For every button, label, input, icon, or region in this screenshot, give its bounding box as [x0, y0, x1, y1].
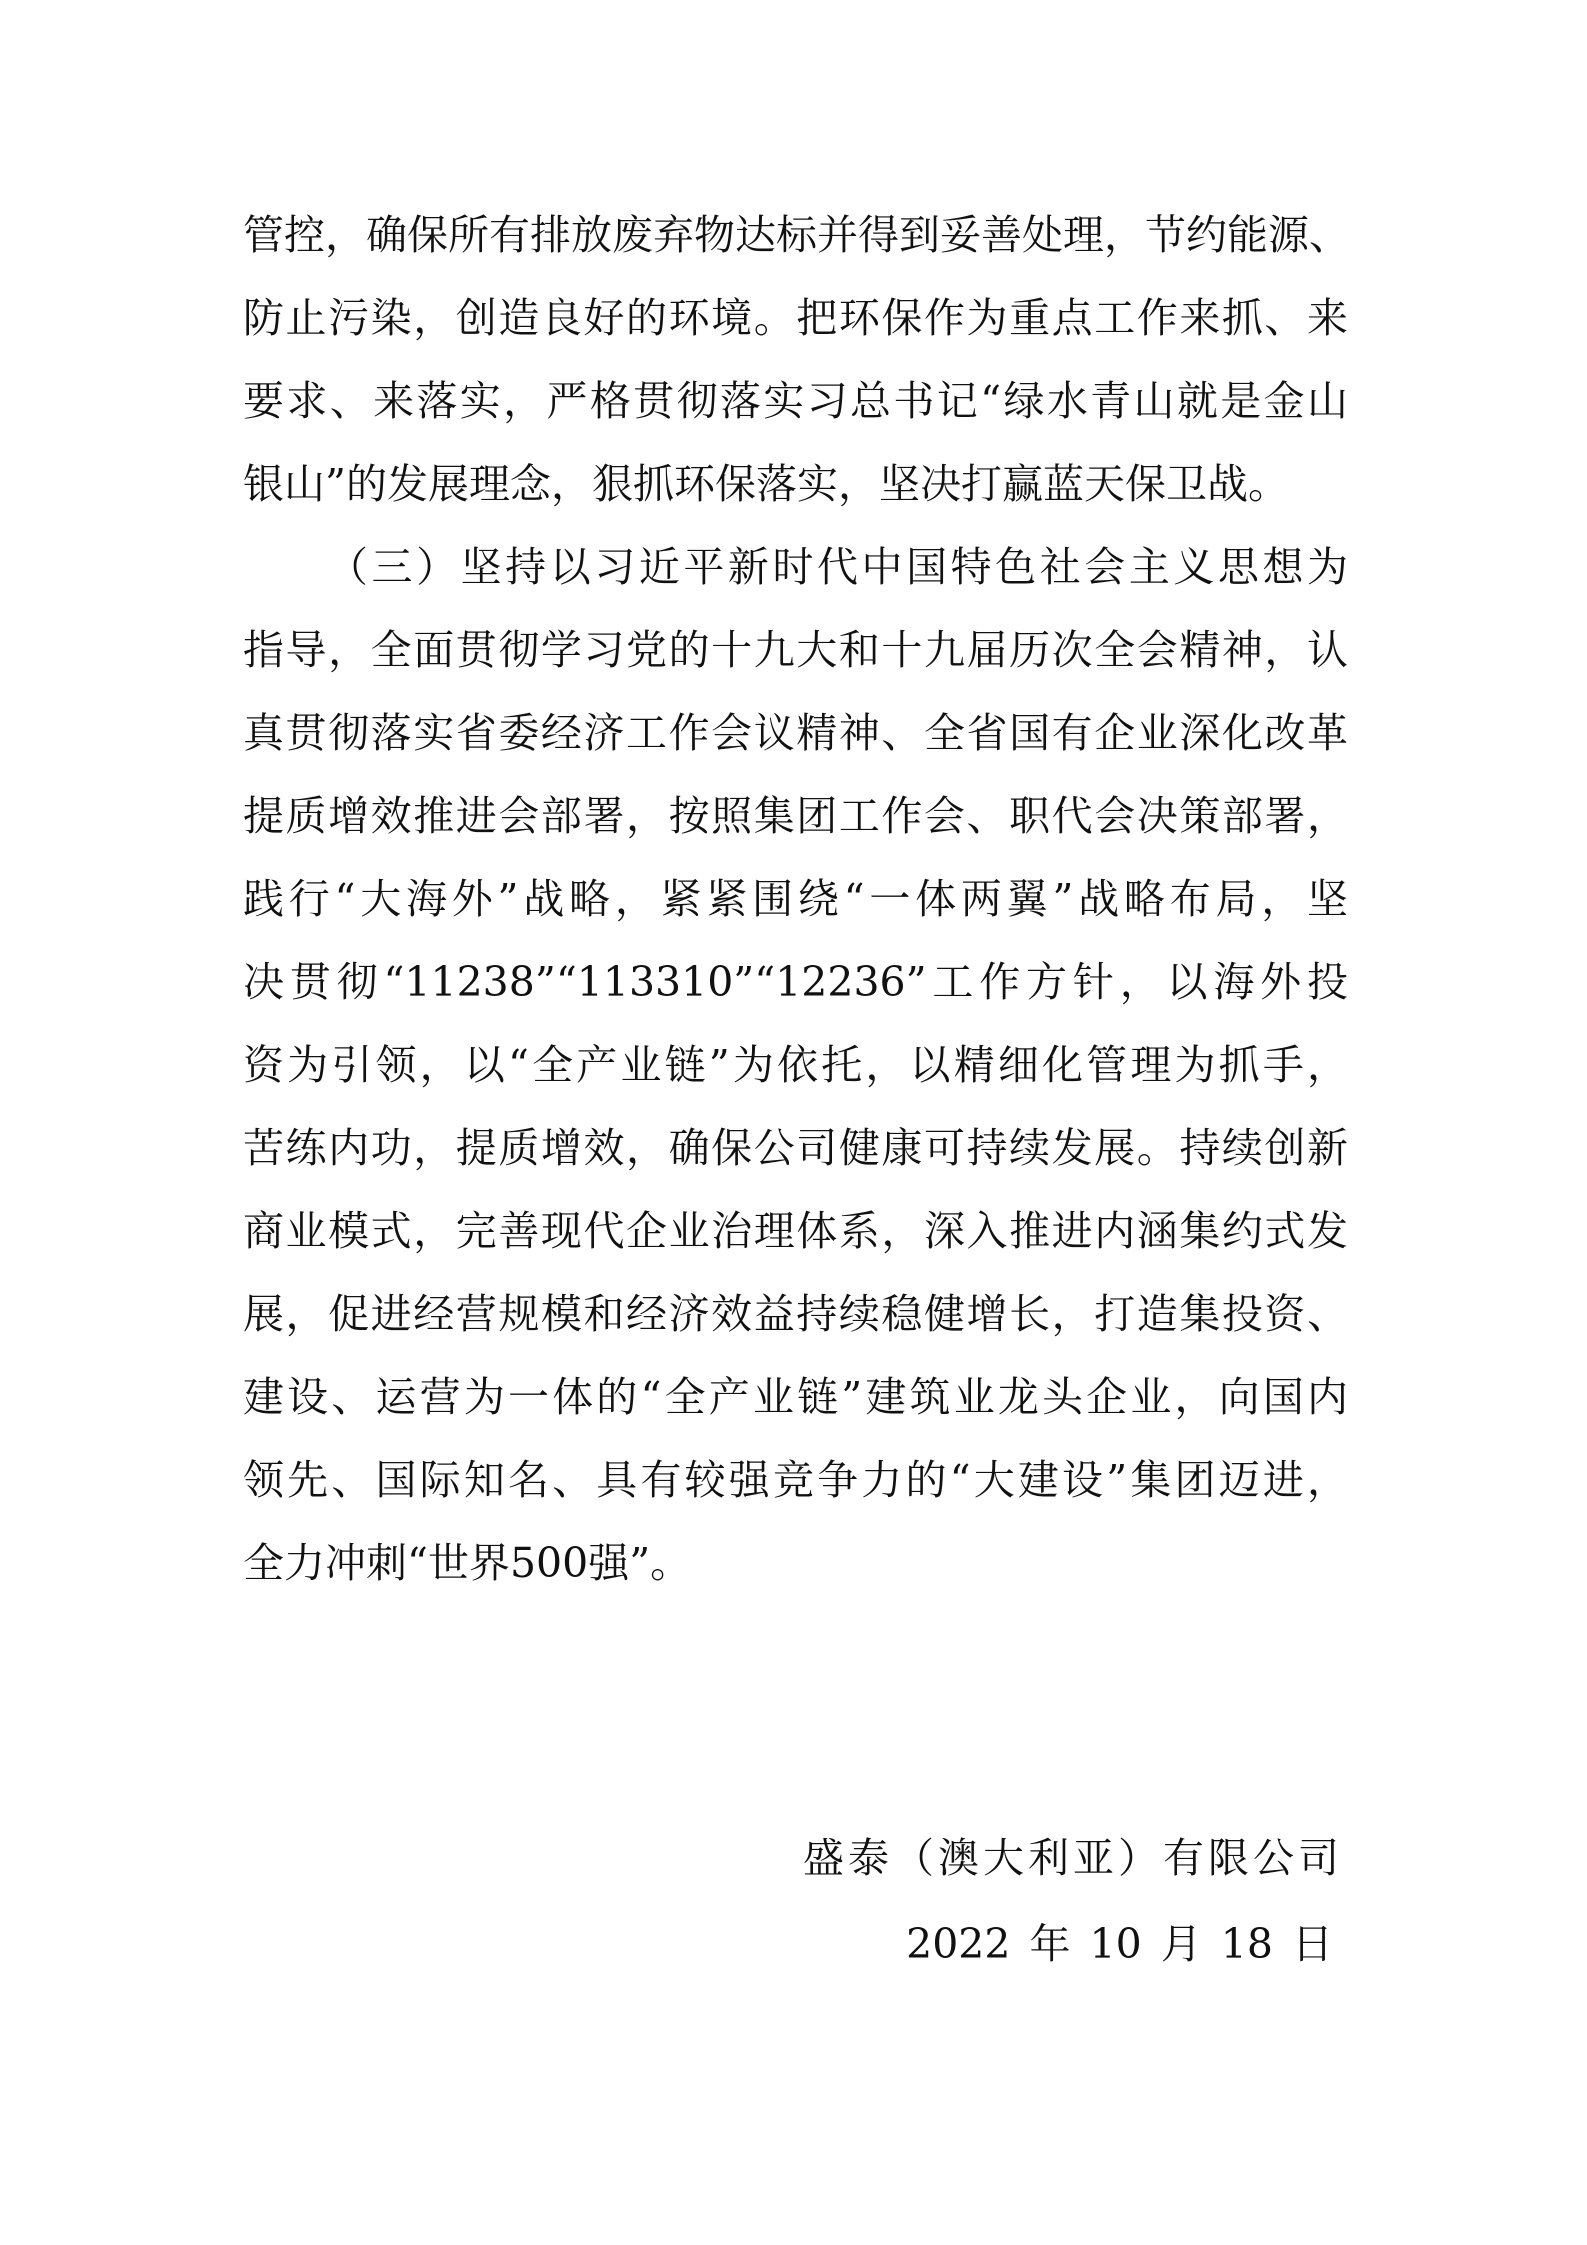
text-line: 领先、国际知名、具有较强竞争力的“大建设”集团迈进， [243, 1456, 1348, 1504]
text-line: 全力冲刺“世界500强”。 [243, 1539, 692, 1587]
text-line: 决贯彻“11238”“113310”“12236”工作方针，以海外投 [243, 958, 1348, 1006]
paragraph-environment [243, 194, 1348, 526]
text-line: 资为引领，以“全产业链”为依托，以精细化管理为抓手， [243, 1041, 1348, 1089]
section-heading-line: （三）坚持以习近平新时代中国特色社会主义思想为 [327, 543, 1348, 591]
text-line: 指导，全面贯彻学习党的十九大和十九届历次全会精神，认 [243, 626, 1348, 674]
text-line: 管控，确保所有排放废弃物达标并得到妥善处理，节约能源、 [243, 211, 1350, 259]
text-line: 银山”的发展理念，狠抓环保落实，坚决打赢蓝天保卫战。 [243, 460, 1289, 508]
document-body [243, 194, 1348, 1605]
text-line: 商业模式，完善现代企业治理体系，深入推进内涵集约式发 [243, 1207, 1348, 1255]
text-line: 苦练内功，提质增效，确保公司健康可持续发展。持续创新 [243, 1124, 1348, 1172]
signature-company: 盛泰（澳大利亚）有限公司 [803, 1834, 1343, 1882]
text-line: 防止污染，创造良好的环境。把环保作为重点工作来抓、来 [243, 294, 1348, 342]
text-line: 真贯彻落实省委经济工作会议精神、全省国有企业深化改革 [243, 709, 1348, 757]
text-line: 践行“大海外”战略，紧紧围绕“一体两翼”战略布局，坚 [243, 875, 1348, 923]
text-line: 展，促进经营规模和经济效益持续稳健增长，打造集投资、 [243, 1290, 1348, 1338]
signature-date: 2022 年 10 月 18 日 [906, 1920, 1333, 1968]
text-line: 提质增效推进会部署，按照集团工作会、职代会决策部署， [243, 792, 1348, 840]
paragraph-section-three [243, 526, 1348, 1605]
text-line: 建设、运营为一体的“全产业链”建筑业龙头企业，向国内 [243, 1373, 1348, 1421]
text-line: 要求、来落实，严格贯彻落实习总书记“绿水青山就是金山 [243, 377, 1348, 425]
